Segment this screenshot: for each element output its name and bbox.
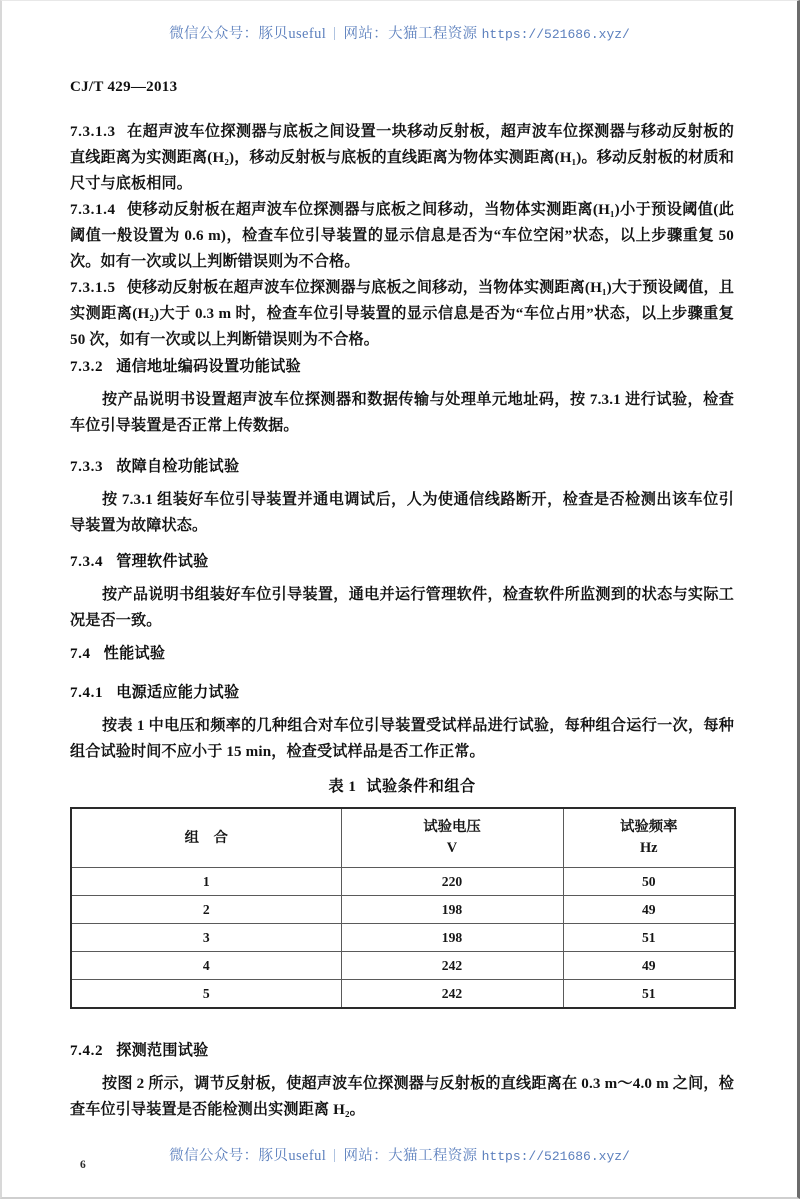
section-heading-7-4-1 [70, 681, 734, 705]
header-line1: 试验电压 [423, 819, 481, 835]
watermark-separator: | [333, 25, 337, 41]
table-row [71, 952, 735, 980]
clause-text: 使移动反射板在超声波车位探测器与底板之间移动，当物体实测距离(H₁)小于预设阈值(此阈值一般设置为 0.6 m)，检查车位引导装置的显示信息是否为“车位空闲”状态，以上步骤重复 50 次。如有一次或以上判断错误则为不合格。 [70, 202, 734, 271]
clause-number: 7.3.1.5 [70, 280, 116, 296]
clause-7-3-1-5 [70, 275, 734, 354]
test-conditions-table [70, 807, 736, 1009]
section-title: 电源适应能力试验 [116, 685, 240, 701]
section-body-7-4-1: 按表 1 中电压和频率的几种组合对车位引导装置受试样品进行试验，每种组合运行一次，每种组合试验时间不应小于 15 min，检查受试样品是否工作正常。 [70, 718, 734, 761]
table-caption-label: 表 1 [328, 779, 357, 795]
header-line1: 试验频率 [619, 819, 678, 835]
cell-voltage: 220 [341, 868, 563, 896]
section-heading-7-4-2 [70, 1039, 734, 1063]
watermark-separator: | [333, 1147, 337, 1163]
header-line2: Hz [639, 840, 658, 856]
clause-text: 使移动反射板在超声波车位探测器与底板之间移动，当物体实测距离(H₁)大于预设阈值，且实测距离(H₂)大于 0.3 m 时，检查车位引导装置的显示信息是否为“车位占用”状态，以上步骤重复 50 次，如有一次或以上判断错误则为不合格。 [70, 280, 734, 349]
section-body-7-3-3: 按 7.3.1 组装好车位引导装置并通电调试后，人为使通信线路断开，检查是否检测出该车位引导装置为故障状态。 [70, 492, 734, 535]
table-header-cell-voltage [341, 808, 563, 868]
table-caption [70, 775, 734, 796]
standard-code: CJ/T 429—2013 [70, 79, 178, 95]
watermark-wechat-label: 微信公众号：豚贝useful [169, 1148, 327, 1164]
section-number: 7.3.3 [70, 459, 104, 475]
table-row [71, 868, 735, 896]
section-heading-7-3-4 [70, 550, 734, 574]
table-header-row [71, 808, 735, 868]
section-number: 7.4 [70, 646, 91, 662]
clause-7-3-1-3 [70, 119, 734, 198]
cell-combination: 1 [71, 868, 341, 896]
section-heading-7-3-3 [70, 455, 734, 479]
page-number: 6 [80, 1159, 86, 1171]
section-title: 探测范围试验 [116, 1043, 209, 1059]
cell-voltage: 198 [341, 924, 563, 952]
cell-voltage: 242 [341, 952, 563, 980]
cell-combination: 2 [71, 896, 341, 924]
table-caption-title: 试验条件和组合 [366, 779, 476, 795]
table-header-cell-combination [71, 808, 341, 868]
cell-frequency: 50 [563, 868, 735, 896]
header-line2: V [446, 840, 458, 856]
clause-text: 在超声波车位探测器与底板之间设置一块移动反射板，超声波车位探测器与移动反射板的直线距离为实测距离(H₂)，移动反射板与底板的直线距离为物体实测距离(H₁)。移动反射板的材质和尺寸与底板相同。 [70, 124, 734, 193]
section-number: 7.3.4 [70, 554, 104, 570]
section-heading-7-4 [70, 642, 734, 666]
cell-combination: 3 [71, 924, 341, 952]
section-title: 通信地址编码设置功能试验 [116, 359, 301, 375]
watermark-top [2, 22, 797, 43]
cell-frequency: 51 [563, 924, 735, 952]
watermark-wechat-label: 微信公众号：豚贝useful [169, 26, 327, 42]
section-body-7-3-2: 按产品说明书设置超声波车位探测器和数据传输与处理单元地址码，按 7.3.1 进行试验，检查车位引导装置是否正常上传数据。 [70, 392, 734, 435]
cell-frequency: 49 [563, 952, 735, 980]
clause-number: 7.3.1.3 [70, 124, 116, 140]
clause-number: 7.3.1.4 [70, 202, 116, 218]
watermark-site-label: 网站：大猫工程资源 [343, 1148, 478, 1164]
cell-voltage: 242 [341, 980, 563, 1009]
table-row [71, 924, 735, 952]
section-heading-7-3-2 [70, 355, 734, 379]
header-line1: 组 合 [184, 829, 228, 846]
cell-combination: 5 [71, 980, 341, 1009]
section-number: 7.3.2 [70, 359, 104, 375]
cell-frequency: 49 [563, 896, 735, 924]
section-number: 7.4.2 [70, 1043, 104, 1059]
watermark-url: https://521686.xyz/ [481, 1149, 630, 1164]
table-row [71, 980, 735, 1009]
section-number: 7.4.1 [70, 685, 104, 701]
section-body-7-4-2: 按图 2 所示，调节反射板，使超声波车位探测器与反射板的直线距离在 0.3 m～4.0 m 之间，检查车位引导装置是否能检测出实测距离 H₂。 [70, 1076, 734, 1119]
cell-frequency: 51 [563, 980, 735, 1009]
cell-combination: 4 [71, 952, 341, 980]
watermark-site-label: 网站：大猫工程资源 [343, 26, 478, 42]
section-title: 故障自检功能试验 [116, 459, 240, 475]
watermark-bottom [2, 1144, 797, 1165]
table-header-cell-frequency [563, 808, 735, 868]
table-row [71, 896, 735, 924]
watermark-url: https://521686.xyz/ [481, 27, 630, 42]
section-title: 性能试验 [103, 646, 166, 662]
clause-7-3-1-4 [70, 197, 734, 276]
section-title: 管理软件试验 [116, 554, 209, 570]
cell-voltage: 198 [341, 896, 563, 924]
section-body-7-3-4: 按产品说明书组装好车位引导装置，通电并运行管理软件，检查软件所监测到的状态与实际工况是否一致。 [70, 587, 734, 630]
